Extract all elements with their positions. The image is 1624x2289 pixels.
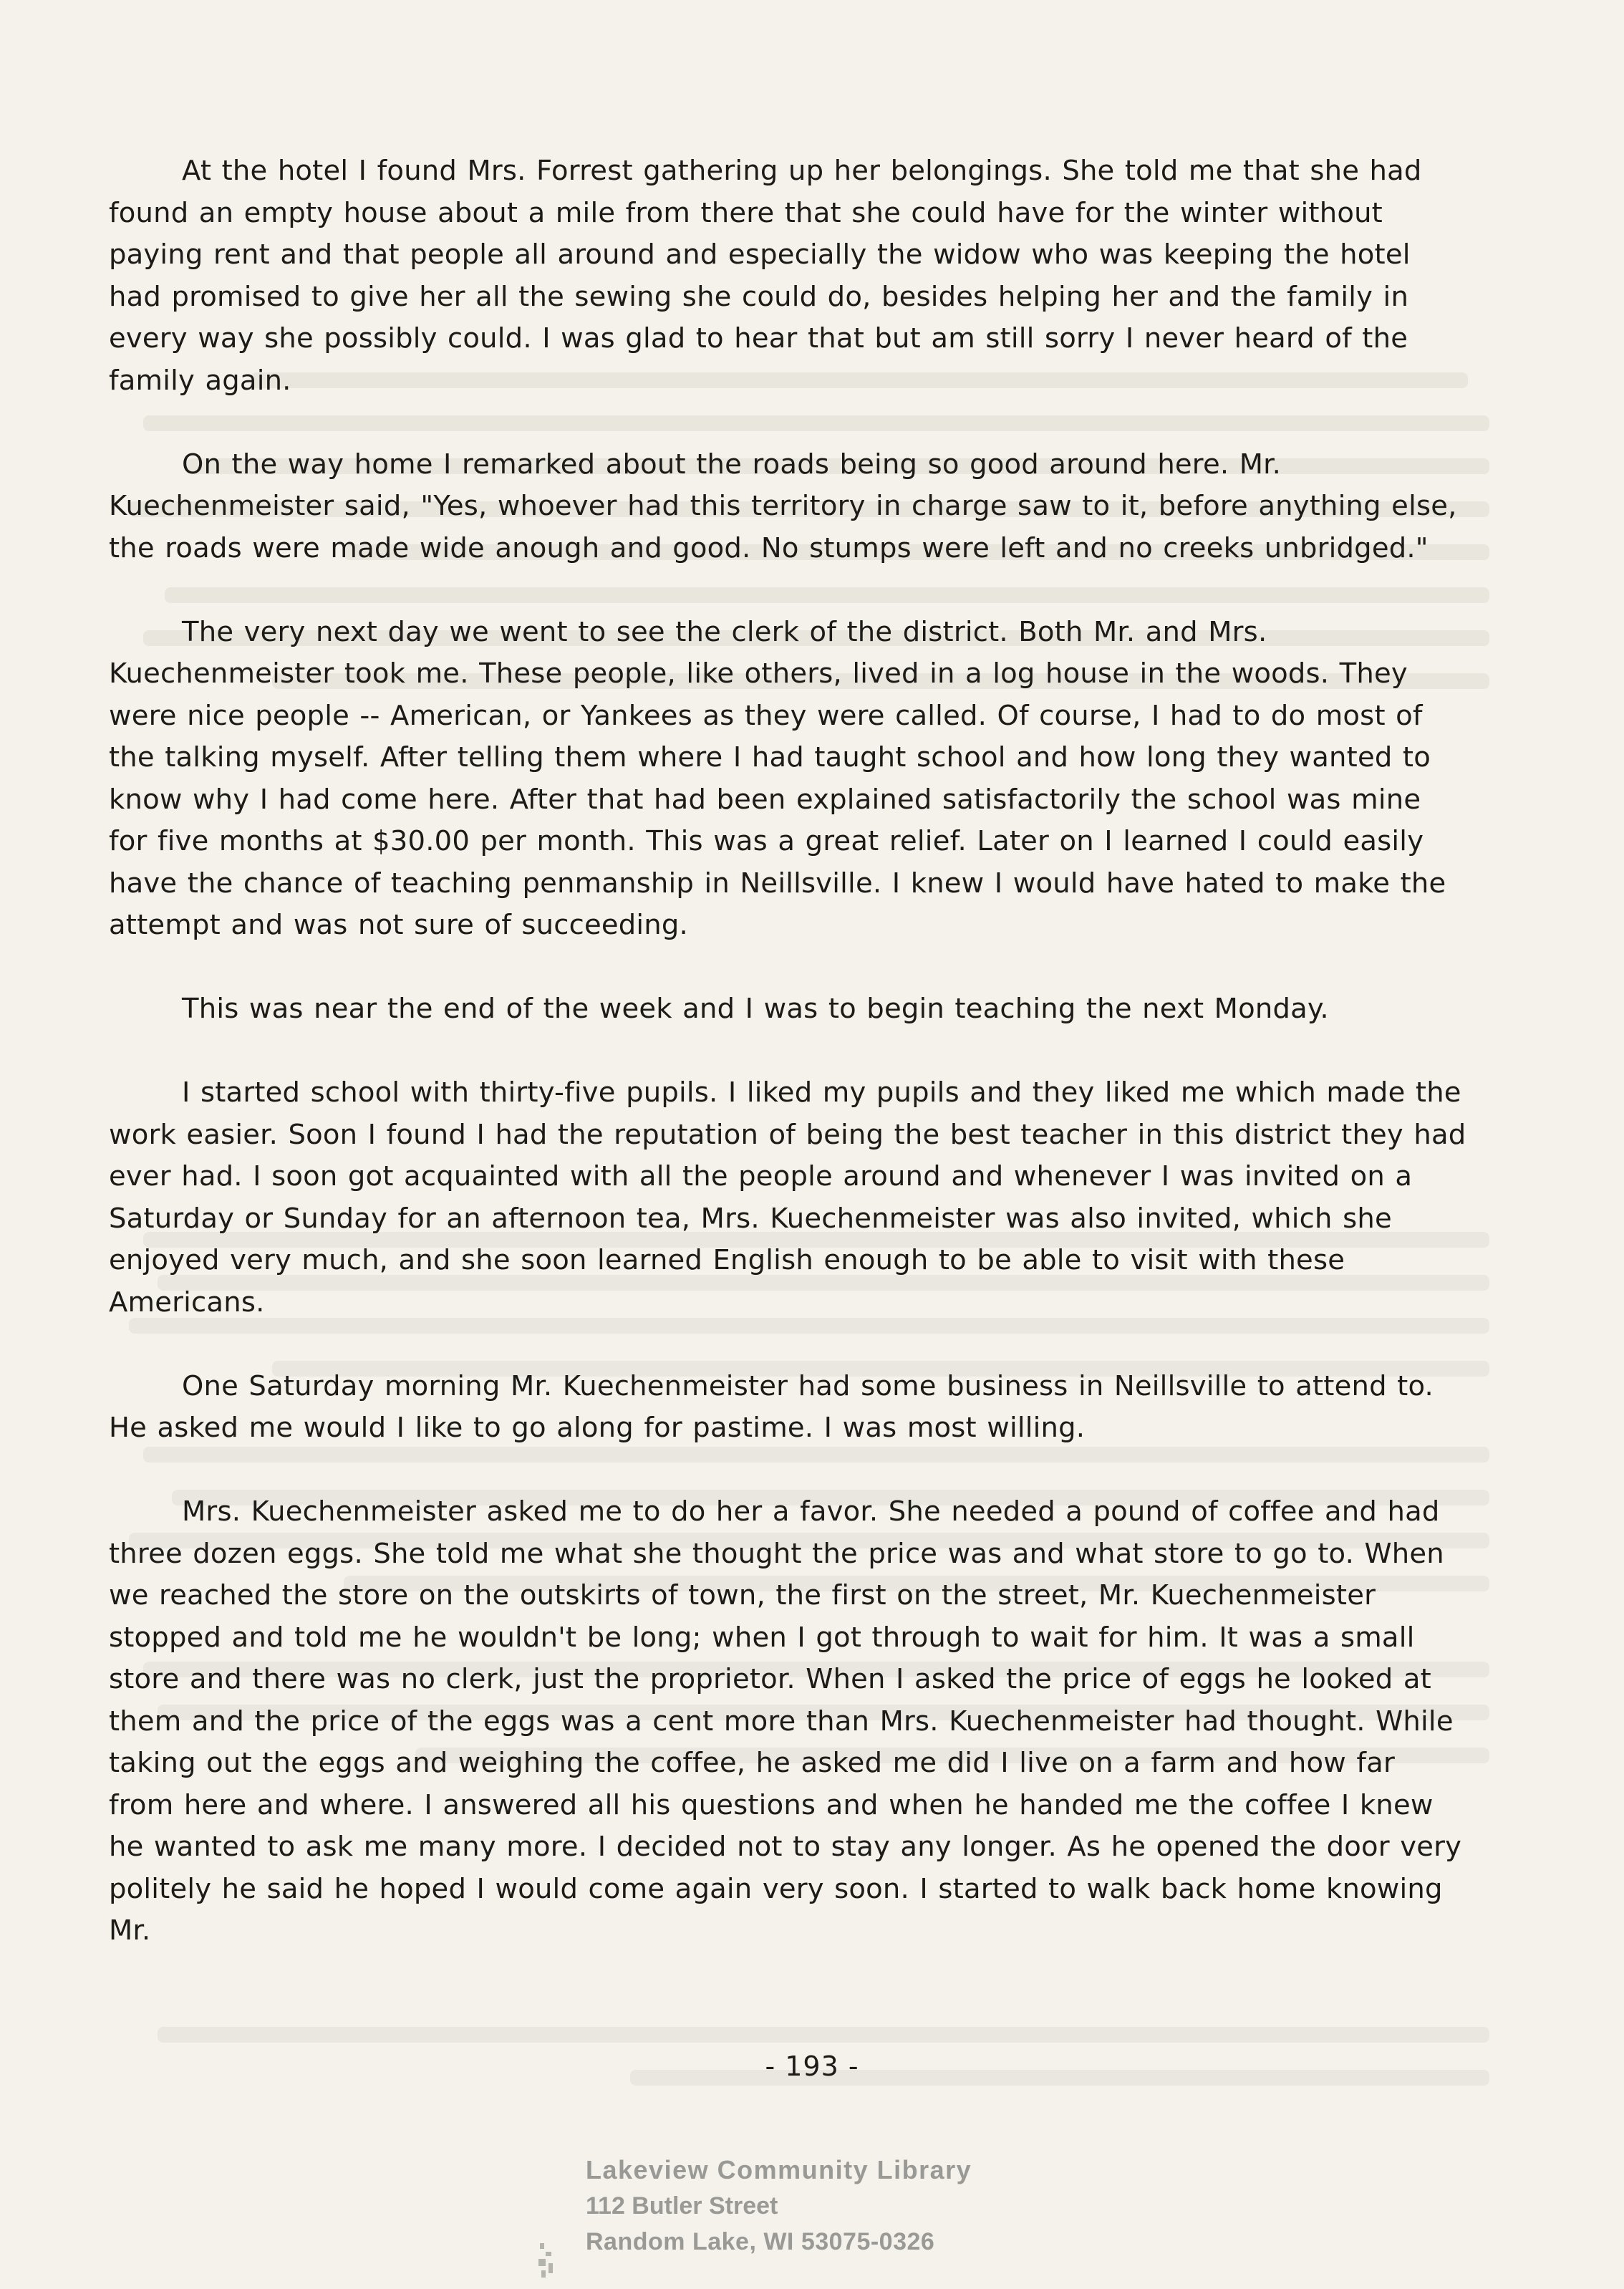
paragraph-6: One Saturday morning Mr. Kuechenmeister had some business in Neillsville to attend to. He asked me would I like to go along for pastime. I was most willing. <box>109 1369 1434 1444</box>
paragraph-7: Mrs. Kuechenmeister asked me to do her a favor. She needed a pound of coffee and had three dozen eggs. She told me what she thought the price was and what store to go to. When we reached the store on the outskirts of town, the first on the street, Mr. Kuechenmeister stopped and told me he wouldn't be long; when I got through to wait for him. It was a small store and there was no clerk, just the proprietor. When I asked the price of eggs he looked at them and the price of the eggs was a cent more than Mrs. Kuechenmeister had thought. While taking out the eggs and weighing the coffee, he asked me did I live on a farm and how far from here and where. I answered all his questions and when he handed me the coffee I knew he wanted to ask me many more. I decided not to stay any longer. As he opened the door very politely he said he hoped I would come again very soon. I started to walk back home knowing Mr. <box>109 1495 1462 1947</box>
body-text <box>109 150 1469 1994</box>
paragraph-5: I started school with thirty-five pupils. I liked my pupils and they liked me which made the work easier. Soon I found I had the reputation of being the best teacher in this district they had ever had. I soon got acquainted with all the people around and whenever I was invited on a Saturday or Sunday for an afternoon tea, Mrs. Kuechenmeister was also invited, which she enjoyed very much, and she soon learned English enough to be able to visit with these Americans. <box>109 1076 1466 1319</box>
library-street: 112 Butler Street <box>586 2192 778 2220</box>
library-name: Lakeview Community Library <box>586 2155 972 2184</box>
paragraph-4: This was near the end of the week and I was to begin teaching the next Monday. <box>182 993 1329 1025</box>
library-stamp <box>586 2152 972 2260</box>
ink-smudge-icon <box>536 2242 560 2280</box>
page-number: - 193 - <box>765 2051 859 2082</box>
paragraph-3: The very next day we went to see the clerk of the district. Both Mr. and Mrs. Kuechenmeister took me. These people, like others, lived in a log house in the woods. They were nice people -- American, or Yankees as they were called. Of course, I had to do most of the talking myself. After telling them where I had taught school and how long they wanted to know why I had come here. After that had been explained satisfactorily the school was mine for five months at $30.00 per month. This was a great relief. Later on I learned I could easily have the chance of teaching penmanship in Neillsville. I knew I would have hated to make the attempt and was not sure of succeeding. <box>109 615 1446 941</box>
library-city: Random Lake, WI 53075-0326 <box>586 2228 935 2255</box>
paragraph-1: At the hotel I found Mrs. Forrest gathering up her belongings. She told me that she had found an empty house about a mile from there that she could have for the winter without paying rent and that people all around and especially the widow who was keeping the hotel had promised to give her all the sewing she could do, besides helping her and the family in every way she possibly could. I was glad to hear that but am still sorry I never heard of the family again. <box>109 155 1422 397</box>
paragraph-2: On the way home I remarked about the roads being so good around here. Mr. Kuechenmeister said, "Yes, whoever had this territory in charge saw to it, before anything else, the roads were made wide anough and good. No stumps were left and no creeks unbridged." <box>109 448 1457 564</box>
